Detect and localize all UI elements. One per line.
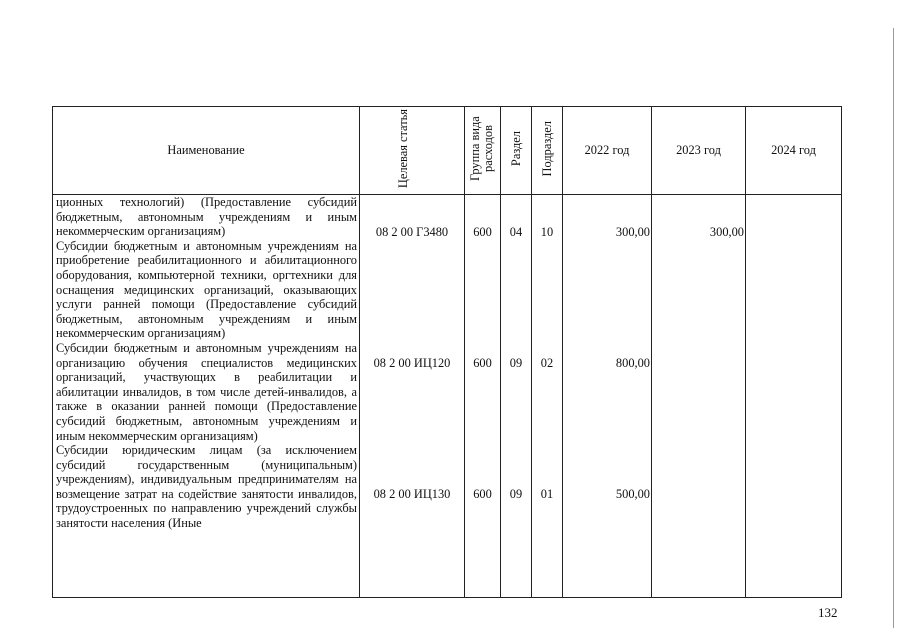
row-y2022: 800,00 — [615, 356, 650, 370]
row-group: 600 — [473, 356, 492, 370]
row-subsection: 02 — [540, 356, 554, 370]
row-name: Субсидии юридическим лицам (за исключением субсидий государственным (муниципальным) учреждениям), индивидуальным предпринимателям на возмещение затрат на содействие занятости инвалидов, трудоустроенных по направлению учреждений службы занятости населения (Иные — [56, 443, 357, 531]
row-name: ционных технологий) (Предоставление субсидий бюджетным, автономным учреждениям и иным некоммерческим организациям) — [56, 195, 357, 239]
name-column — [53, 195, 360, 598]
header-year-2022: 2022 год — [563, 107, 652, 195]
row-target: 08 2 00 Г3480 — [375, 225, 449, 239]
row-target: 08 2 00 ИЦ120 — [373, 356, 451, 370]
header-expense-group: Группа вида расходов — [465, 107, 501, 195]
target-column — [360, 195, 465, 598]
header-name: Наименование — [53, 107, 360, 195]
header-subsection: Подраздел — [532, 107, 563, 195]
row-group: 600 — [473, 487, 492, 501]
row-y2023: 300,00 — [709, 225, 744, 239]
header-target-article: Целевая статья — [360, 107, 465, 195]
subsection-column — [532, 195, 563, 598]
row-target: 08 2 00 ИЦ130 — [373, 487, 451, 501]
row-name: Субсидии бюджетным и автономным учреждениям на организацию обучения специалистов медицинских организаций, участвующих в реабилитации и абилитации инвалидов, в том числе детей-инвалидов, а также в оказании ранней помощи (Предоставление субсидий бюджетным, автономным учреждениям и иным некоммерческим организациям) — [56, 340, 357, 443]
group-column — [465, 195, 501, 598]
header-section: Раздел — [501, 107, 532, 195]
row-group: 600 — [473, 225, 492, 239]
row-y2022: 300,00 — [615, 225, 650, 239]
y2024-column — [746, 195, 842, 598]
y2022-column — [563, 195, 652, 598]
header-year-2024: 2024 год — [746, 107, 842, 195]
page-number: 132 — [818, 605, 838, 620]
row-name: Субсидии бюджетным и автономным учреждениям на приобретение реабилитационного и абилитационного оборудования, компьютерной техники, оргтехники для оснащения медицинских организаций, оказывающих услуги ранней помощи (Предоставление субсидий бюджетным, автономным учреждениям и иным некоммерческим организациям) — [56, 238, 357, 341]
row-y2022: 500,00 — [615, 487, 650, 501]
row-section: 09 — [509, 356, 523, 370]
y2023-column — [652, 195, 746, 598]
table-header-row — [53, 107, 842, 195]
section-column — [501, 195, 532, 598]
row-section: 09 — [509, 487, 523, 501]
page-edge-line — [893, 28, 894, 628]
budget-table — [52, 106, 842, 598]
row-subsection: 10 — [540, 225, 554, 239]
header-year-2023: 2023 год — [652, 107, 746, 195]
table-body-row — [53, 195, 842, 598]
row-subsection: 01 — [540, 487, 554, 501]
row-section: 04 — [509, 225, 523, 239]
